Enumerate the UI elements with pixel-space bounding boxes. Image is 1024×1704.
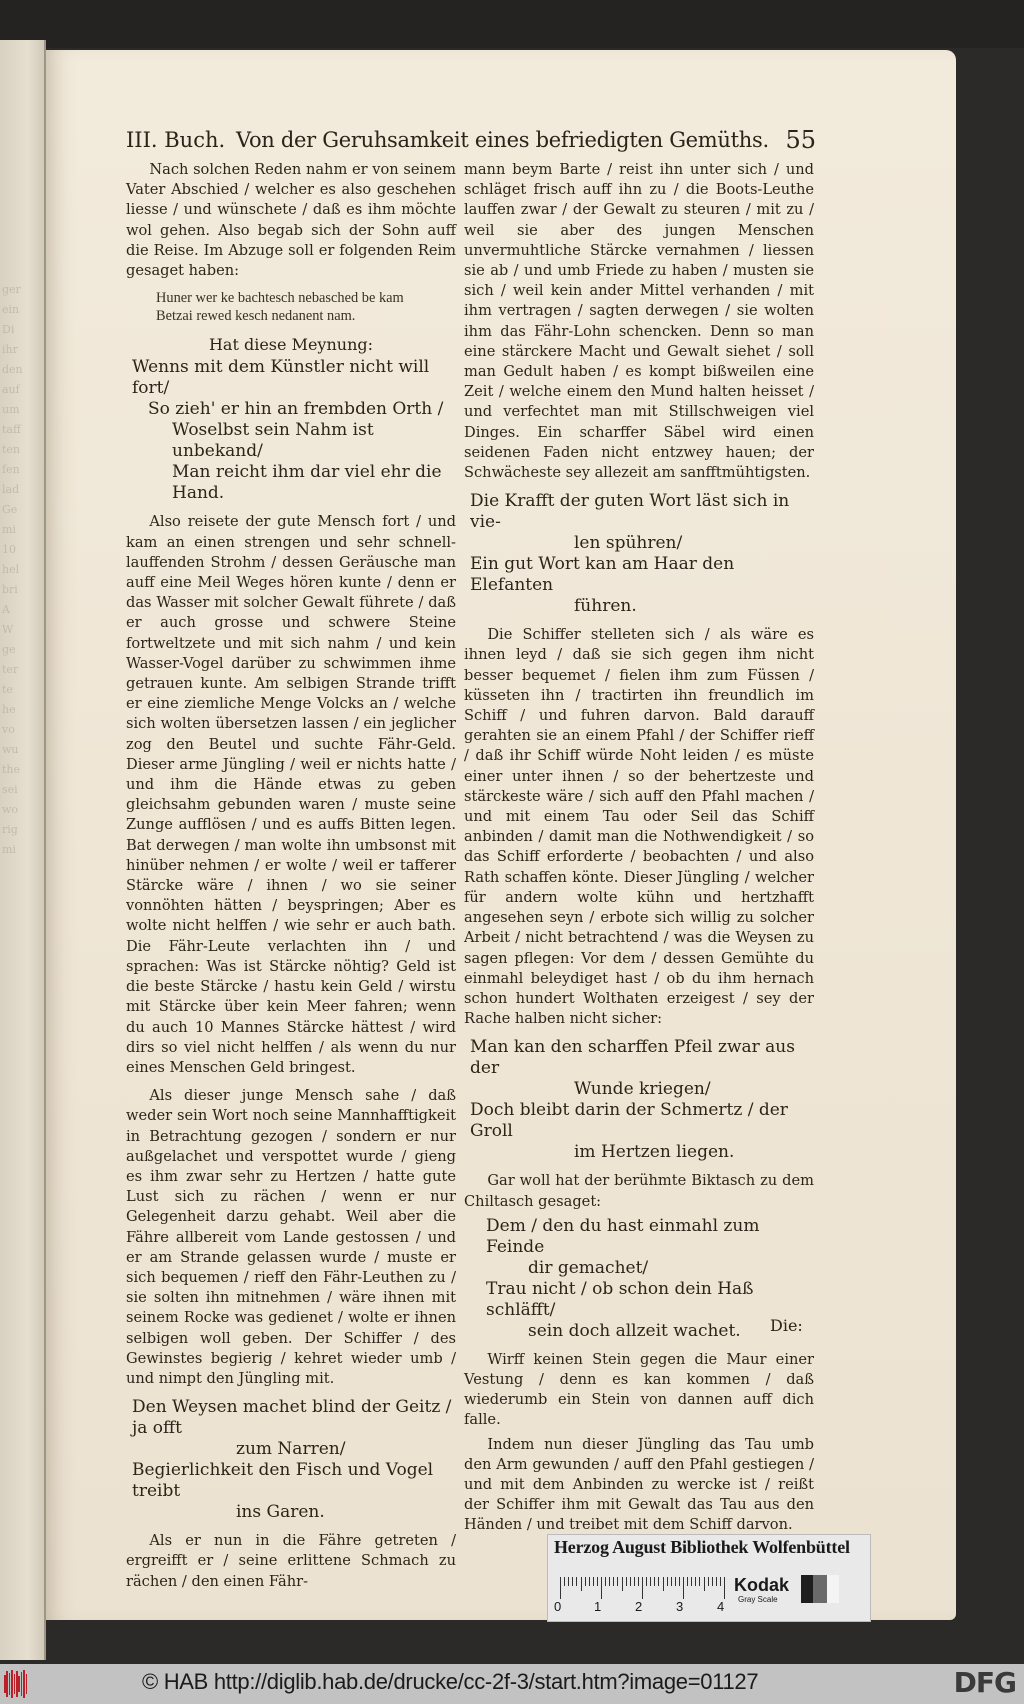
copyright-link[interactable]: © HAB http://diglib.hab.de/drucke/cc-2f-3/start.htm?image=01127	[142, 1669, 759, 1694]
left-text-column	[126, 160, 456, 1592]
verse-line: Wunde kriegen/	[574, 1079, 711, 1100]
ruler	[560, 1577, 725, 1599]
color-calibration-chart	[547, 1534, 871, 1622]
running-head	[126, 124, 816, 158]
ruler-tick	[564, 1577, 565, 1586]
paragraph: Wirff keinen Stein gegen die Maur einer Vestung / denn es kan kommen / daß wiederumb ein Stein von dannen auff dich falle.	[464, 1350, 814, 1429]
ruler-tick	[597, 1577, 598, 1586]
verse-line: dir gemachet/	[528, 1257, 649, 1278]
ruler-tick	[581, 1577, 582, 1591]
ruler-tick	[589, 1577, 590, 1586]
gray-swatch-mid	[813, 1575, 827, 1603]
verse-line: Den Weysen machet blind der Geitz / ja offt	[132, 1397, 452, 1439]
ruler-tick	[630, 1577, 631, 1586]
ruler-label: 0	[554, 1599, 562, 1614]
ruler-tick	[585, 1577, 586, 1586]
verse-line: ins Garen.	[236, 1502, 325, 1523]
ruler-tick	[605, 1577, 606, 1586]
ruler-tick	[687, 1577, 688, 1586]
chapter-title: Von der Geruhsamkeit eines befriedigten Gemüths.	[236, 128, 769, 152]
verse-line: Man reicht ihm dar viel ehr die Hand.	[172, 462, 442, 504]
paragraph: Also reisete der gute Mensch fort / und kam an einen strengen und sehr schnell-lauffenden Strohm / dessen Geräusche man auff eine Meil Weges hören kunte / denn er das Wasser mit solcher Gewalt führete / daß er auch grosse und schwere Steine fortweltzete und mit sich nahm / und kein Wasser-Vogel darüber zu schwimmen ihme getrauen kunte. Am selbigen Strande trifft er eine ziemliche Menge Volcks an / welche sich wolten übersetzen lassen / ein jeglicher zog den Beutel und suchte Fähr-Geld. Dieser arme Jüngling / weil er nichts hatte / und ihm die Hände etwas zu geben gleichsahm gebunden waren / muste seine Zunge aufflösen / und es auffs Bitten legen. Bat derwegen / man wolte ihn umbsonst mit hinüber nehmen / er wolte / weil er tafferer Stärcke wäre / ihnen / wo sie seiner vonnöhten hätten / beyspringen; Aber es wolte nicht helffen / wie sehr er auch bath. Die Fähr-Leute verlachten ihn / und sprachen: Was ist Stärcke nöhtig? Geld ist die beste Stärcke / hastu kein Geld / wirstu mit Stärcke über kein Meer fahren; wenn du auch 10 Mannes Stärcke hättest / wird dirs so viel nicht helffen / als wenn du nur eines Menschen Geld bringest.	[126, 513, 456, 1076]
ruler-tick	[593, 1577, 594, 1586]
verse-line: führen.	[574, 596, 637, 617]
gray-swatch-white	[827, 1575, 839, 1603]
hab-logo-icon	[4, 1670, 28, 1698]
ruler-tick	[609, 1577, 610, 1586]
viewer-footer	[0, 1664, 1024, 1704]
ruler-tick	[675, 1577, 676, 1586]
verse-line: Begierlichkeit den Fisch und Vogel treibt	[132, 1460, 434, 1502]
library-name: Herzog August Bibliothek Wolfenbüttel	[554, 1537, 850, 1557]
verse-line: Betzai rewed kesch nedanent nam.	[156, 308, 356, 325]
verse-line: So zieh' er hin an frembden Orth /	[148, 399, 444, 420]
ruler-tick	[683, 1577, 684, 1599]
paragraph: Nach solchen Reden nahm er von seinem Vater Abschied / welcher es also geschehen liesse / und wünschete / daß es ihm möchte wol gehen. Also begab sich der Sohn auff die Reise. Im Abzuge soll er folgenden Reim gesaget haben:	[126, 161, 456, 280]
verse-line: zum Narren/	[236, 1439, 346, 1460]
ruler-tick	[568, 1577, 569, 1586]
verse-block	[464, 1037, 814, 1163]
ruler-tick	[634, 1577, 635, 1586]
verse-line: Die Krafft der guten Wort läst sich in vie-	[470, 491, 790, 533]
scanner-backdrop	[0, 0, 1024, 48]
dfg-logo: DFG	[953, 1666, 1016, 1699]
ruler-labels	[554, 1599, 734, 1615]
gray-scale-label: Gray Scale	[738, 1595, 778, 1604]
ruler-tick	[704, 1577, 705, 1591]
verse-line: sein doch allzeit wachet.	[528, 1320, 741, 1341]
verse-line: im Hertzen liegen.	[574, 1142, 735, 1163]
ruler-label: 3	[676, 1599, 684, 1614]
paragraph: Als er nun in die Fähre getreten / ergreifft er / seine erlittene Schmach zu rächen / den einen Fähr-	[126, 1532, 456, 1590]
verse-line: Trau nicht / ob schon dein Haß schläfft/	[486, 1278, 754, 1320]
ruler-tick	[650, 1577, 651, 1586]
verse-line: Huner wer ke bachtesch nebasched be kam	[156, 290, 404, 307]
ruler-label: 2	[635, 1599, 643, 1614]
paragraph: Indem nun dieser Jüngling das Tau umb den Arm gewunden / auff den Pfahl gestiegen / und mit dem Anbinden zu wercke ist / reißt der Schiffer ihm mit Gewalt das Tau aus den Händen / und treibet mit dem Schiff darvon.	[464, 1435, 814, 1534]
ruler-tick	[646, 1577, 647, 1586]
ruler-tick	[658, 1577, 659, 1586]
ruler-tick	[720, 1577, 721, 1586]
ruler-tick	[699, 1577, 700, 1586]
ruler-label: 1	[594, 1599, 602, 1614]
ruler-tick	[572, 1577, 573, 1586]
verse-line: Ein gut Wort kan am Haar den Elefanten	[470, 554, 735, 596]
catchword: Die:	[770, 1316, 803, 1335]
gray-swatch-black	[801, 1575, 813, 1603]
transliterated-verse	[126, 289, 456, 325]
paragraph: Die Schiffer stelleten sich / als wäre es ihnen leyd / daß sie sich gegen ihm nicht besser bequemet / fielen ihm zum Füssen / küsseten ihn / tractirten ihn freundlich im Schiff / und fuhren darvon. Bald darauff gerahten sie an einem Pfahl / der Schiffer rieff / daß ihr Schiff würde Noht leiden / es müste einer unter ihnen / so der behertzeste und stärckeste wäre / sich auff den Pfahl machen / und mit einem Tau oder Seil das Schiff anbinden / damit man die Nothwendigkeit / so das Schiff erforderte / beobachten / und also Rath schaffen könte. Dieser Jüngling / welcher für andern wolte kühn und hertzhafft angesehen seyn / erbote sich willig zu solcher Arbeit / nicht betrachtend / was die Weysen zu sagen pflegen: Vor dem / dessen Gemühte du einmahl beleydiget hast / ob du ihm hernach schon hundert Wolthaten erzeigest / sey der Rache halben nicht sicher:	[464, 626, 814, 1028]
verse-block	[126, 357, 456, 504]
ruler-tick	[638, 1577, 639, 1586]
ruler-tick	[695, 1577, 696, 1586]
ruler-tick	[671, 1577, 672, 1586]
paragraph: Als dieser junge Mensch sahe / daß weder sein Wort noch seine Mannhafftigkeit in Betrachtung gezogen / sondern er nur außgelachet und verspottet wurde / gieng es ihm zwar sehr zu Hertzen / hatte gute Lust sich zu rächen / wenn er nur Gelegenheit darzu gehabt. Weil aber die Fähre allbereit vom Lande gestossen / und er am Strande gelassen wurde / muste er sich bequemen / rieff den Fähr-Leuthen zu / sie solten ihn mitnehmen / wäre ihnen mit seinem Rocke was gedienet / wolte er ihnen selbigen woll geben. Der Schiffer / des Gewinstes begierig / kehret wieder umb / und nimpt den Jüngling mit.	[126, 1087, 456, 1387]
meaning-heading: Hat diese Meynung:	[208, 335, 374, 355]
verse-block	[464, 1216, 814, 1342]
ruler-tick	[601, 1577, 602, 1599]
verse-line: len spühren/	[574, 533, 683, 554]
verse-line: Woselbst sein Nahm ist unbekand/	[172, 420, 374, 462]
paragraph: mann beym Barte / reist ihn unter sich / und schläget frisch auff ihn zu / die Boots-Leuthe lauffen zwar / der Gewalt zu steuren / mit zu / weil sie aber des jungen Menschen unvermuhtliche Stärcke vernahmen / liessen sie ab / und umb Friede zu haben / musten sie sich / weil kein ander Mittel verhanden / mit ihm vertragen / sagten derwegen / sie wolten ihm das Fähr-Lohn schencken. Denn so man eine stärckere Macht und Gewalt siehet / soll man Gedult haben / es kompt bißweilen eine Zeit / welche einem den Mund halten heisset / und verfechtet man mit Stillschweigen viel Dinges. Ein scharffer Säbel wird einen seidenen Faden nicht entzwey hauen; der Schwächeste sey allezeit am sanfftmühtigsten.	[464, 161, 814, 482]
facing-page-bleedthrough: ger ein Di ihr den auf um taff ten fen lad Ge mi 10 hel bri A W ge ter te he vo wu the sei wo rig mi	[2, 283, 23, 856]
ruler-tick	[712, 1577, 713, 1586]
ruler-tick	[617, 1577, 618, 1586]
ruler-tick	[626, 1577, 627, 1586]
verse-line: Doch bleibt darin der Schmertz / der Groll	[470, 1100, 788, 1142]
ruler-tick	[613, 1577, 614, 1586]
ruler-tick	[642, 1577, 643, 1599]
ruler-tick	[560, 1577, 561, 1599]
ruler-tick	[724, 1577, 725, 1599]
ruler-tick	[576, 1577, 577, 1586]
verse-line: Man kan den scharffen Pfeil zwar aus der	[470, 1037, 795, 1079]
ruler-tick	[667, 1577, 668, 1586]
book-number: III. Buch.	[126, 128, 226, 152]
ruler-tick	[654, 1577, 655, 1586]
ruler-label: 4	[717, 1599, 725, 1614]
facing-page-edge	[0, 40, 46, 1660]
page-number: 55	[785, 126, 816, 154]
paragraph: Gar woll hat der berühmte Biktasch zu dem Chiltasch gesaget:	[464, 1172, 814, 1210]
right-text-column	[464, 160, 814, 1536]
ruler-tick	[708, 1577, 709, 1586]
verse-line: Wenns mit dem Künstler nicht will fort/	[132, 357, 430, 399]
ruler-tick	[716, 1577, 717, 1586]
verse-line: Dem / den du hast einmahl zum Feinde	[486, 1215, 760, 1257]
ruler-tick	[691, 1577, 692, 1586]
page-gutter	[44, 40, 46, 1660]
verse-block	[464, 491, 814, 617]
ruler-tick	[679, 1577, 680, 1586]
ruler-tick	[622, 1577, 623, 1591]
ruler-tick	[663, 1577, 664, 1591]
verse-block	[126, 1397, 456, 1523]
kodak-logo: Kodak	[734, 1575, 790, 1595]
